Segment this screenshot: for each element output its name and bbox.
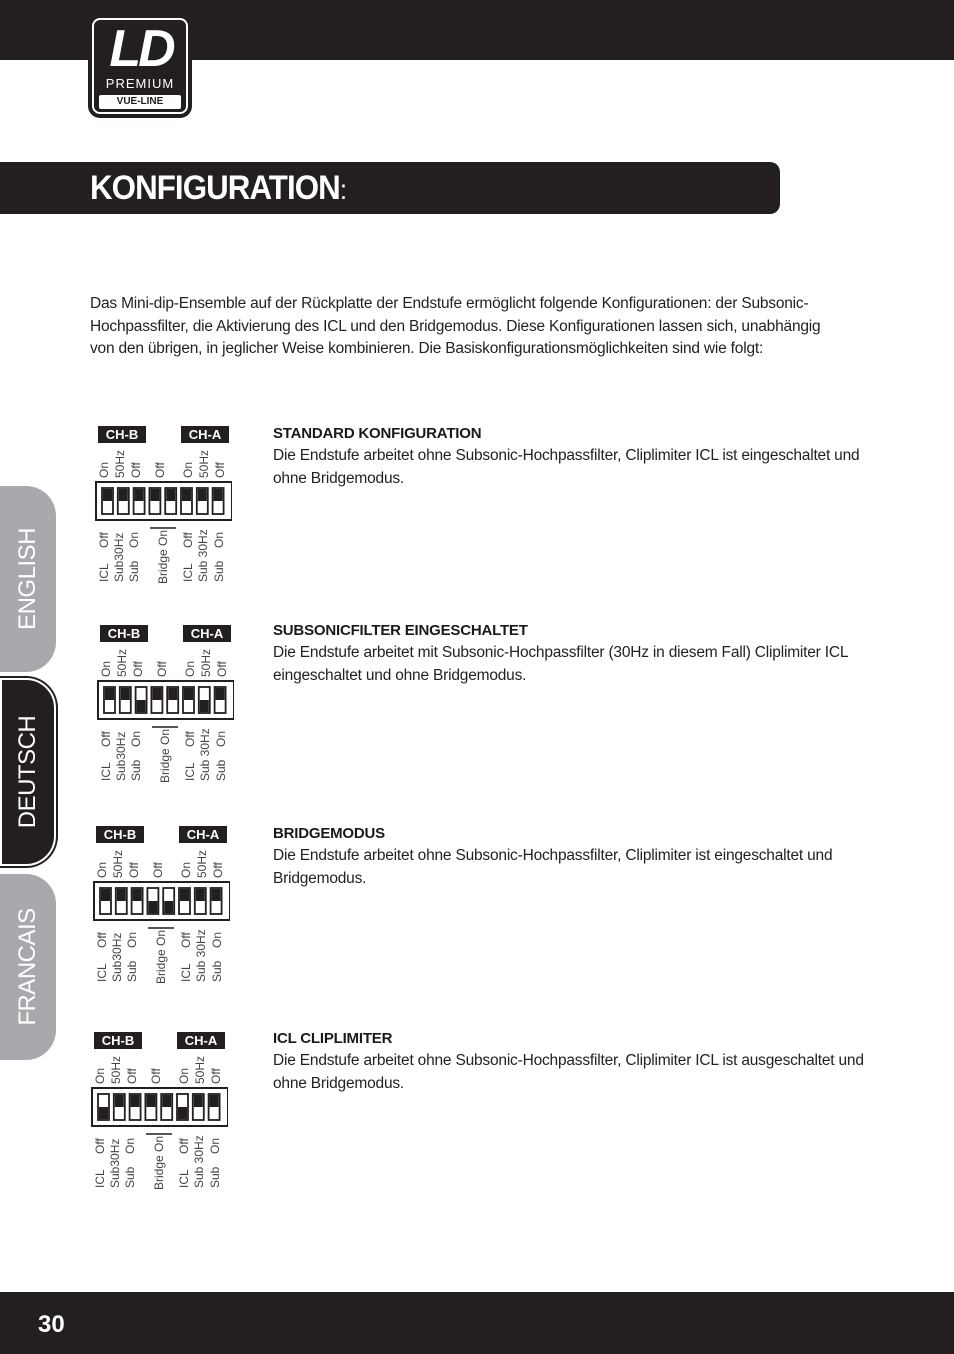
config-heading: ICL CLIPLIMITER [273,1030,393,1047]
dip-housing [98,681,234,719]
dip-top-label: On [97,461,111,478]
dip-bottom-label: On [125,931,139,948]
dip-top-label: 50Hz [197,449,211,478]
intro-paragraph: Das Mini-dip-Ensemble auf der Rückplatte der Endstufe ermöglicht folgende Konfigurationen: der Subsonic-Hochpassfilter, die Aktivierung des ICL und den Bridgemodus. Diese Konfigurationen lassen sich, unabhängig von den übrigen, in jeglicher Weise kombinieren. Die Basiskonfigurationsmöglichkeiten sind wie folgt: [90,295,821,357]
dip-top-label: Off [155,661,169,677]
dip-switch-knob [162,1095,171,1107]
dip-top-label: On [93,1067,107,1084]
dip-top-label: Off [127,862,141,878]
dip-switch-knob [103,489,112,501]
dip-switch-knob [214,489,223,501]
dip-switch-knob [105,688,114,700]
dip-switch-diagram-standard [92,424,232,584]
dip-switch-knob [184,688,193,700]
dip-bottom-label: ICL [99,762,113,781]
dip-bottom-label: Off [183,731,197,747]
config-description: Die Endstufe arbeitet mit Subsonic-Hochpassfilter (30Hz in diesem Fall) Cliplimiter ICL eingeschaltet und ohne Bridgemodus. [273,644,848,684]
dip-top-label: 50Hz [193,1055,207,1084]
dip-bottom-label: Sub [214,759,228,781]
dip-switch-knob [119,489,128,501]
dip-bottom-label: Off [99,731,113,747]
dip-switch-knob [146,1095,155,1107]
ch-b-label: CH-B [105,427,139,442]
logo-premium: PREMIUM [105,76,175,91]
dip-switch-knob [194,1095,203,1107]
dip-switch-knob [121,688,130,700]
config-description: Die Endstufe arbeitet ohne Subsonic-Hochpassfilter, Cliplimiter ICL ist ausgeschaltet und ohne Bridgemodus. [273,1052,864,1092]
dip-bottom-label: Sub [123,1166,137,1188]
ch-a-label: CH-A [190,626,224,641]
dip-bottom-label: On [123,1137,137,1154]
dip-top-label: Off [213,462,227,478]
dip-bottom-label: Off [97,532,111,548]
dip-switch-knob [135,489,144,501]
dip-bottom-label: ICL [93,1169,107,1188]
config-bridge [273,824,873,890]
dip-bottom-label: Off [95,932,109,948]
dip-top-label: 50Hz [195,849,209,878]
dip-top-label: 50Hz [115,648,129,677]
dip-switch-diagram-subsonic [94,623,234,783]
dip-bottom-label: Sub30Hz [108,1138,122,1188]
config-heading: STANDARD KONFIGURATION [273,425,482,442]
dip-housing [92,1088,228,1126]
dip-switch-diagram-bridge [90,824,230,984]
dip-top-label: 50Hz [113,449,127,478]
dip-top-label: 50Hz [109,1055,123,1084]
dip-bottom-label: Bridge On [156,529,170,584]
dip-switch-knob [168,688,177,700]
ch-b-label: CH-B [107,626,141,641]
page-title [90,164,346,212]
ch-a-label: CH-A [186,827,220,842]
dip-top-label: On [179,861,193,878]
dip-bottom-label: Bridge On [154,929,168,984]
ch-a-label: CH-A [184,1033,218,1048]
dip-bottom-label: ICL [97,563,111,582]
page-number: 30 [38,1311,65,1338]
dip-bottom-label: ICL [183,762,197,781]
dip-bottom-label: Sub [127,560,141,582]
dip-bottom-label: Sub30Hz [110,932,124,982]
dip-switch-knob [196,889,205,901]
bottom-bar [0,1292,954,1354]
dip-bottom-label: On [214,730,228,747]
tab-english[interactable] [0,486,56,672]
dip-switch-knob [210,1095,219,1107]
dip-top-label: Off [149,1068,163,1084]
dip-bottom-label: Off [177,1138,191,1154]
dip-top-label: Off [211,862,225,878]
dip-bottom-label: ICL [95,963,109,982]
dip-switch-knob [212,889,221,901]
config-description: Die Endstufe arbeitet ohne Subsonic-Hochpassfilter, Cliplimiter ist eingeschaltet und Bridgemodus. [273,847,833,887]
dip-switch-knob [131,1095,140,1107]
dip-top-label: On [99,660,113,677]
logo-vue-line: VUE-LINE [99,95,181,109]
dip-switch-knob [150,489,159,501]
dip-top-label: On [183,660,197,677]
dip-bottom-label: Sub [129,759,143,781]
dip-top-label: Off [125,1068,139,1084]
dip-bottom-label: Sub [208,1166,222,1188]
dip-switch-knob [166,489,175,501]
dip-bottom-label: ICL [181,563,195,582]
ch-b-label: CH-B [101,1033,135,1048]
dip-switch-knob [164,901,173,913]
config-icl [273,1029,873,1095]
dip-bottom-label: Bridge On [158,728,172,783]
logo-ld: LD [109,20,173,78]
tab-deutsch[interactable] [0,678,56,866]
dip-bottom-label: Bridge On [152,1135,166,1190]
dip-bottom-label: Off [181,532,195,548]
dip-switch-knob [101,889,110,901]
dip-bottom-label: Sub [210,960,224,982]
dip-bottom-label: Off [93,1138,107,1154]
dip-top-label: On [177,1067,191,1084]
dip-bottom-label: ICL [177,1169,191,1188]
dip-top-label: On [95,861,109,878]
dip-housing [96,482,232,520]
dip-top-label: 50Hz [199,648,213,677]
dip-bottom-label: On [127,531,141,548]
dip-bottom-label: On [208,1137,222,1154]
dip-switch-knob [200,700,209,712]
dip-bottom-label: Sub30Hz [112,532,126,582]
dip-top-label: Off [129,462,143,478]
dip-top-label: 50Hz [111,849,125,878]
dip-bottom-label: Sub [125,960,139,982]
dip-bottom-label: Sub [212,560,226,582]
tab-francais-label: FRANCAIS [14,908,41,1026]
dip-switch-knob [137,700,146,712]
dip-switch-knob [148,901,157,913]
dip-bottom-label: On [129,730,143,747]
dip-bottom-label: Sub30Hz [114,731,128,781]
dip-switch-knob [117,889,126,901]
config-heading: BRIDGEMODUS [273,825,385,842]
tab-english-label: ENGLISH [14,528,41,630]
dip-switch-knob [216,688,225,700]
dip-switch-knob [115,1095,124,1107]
dip-bottom-label: On [210,931,224,948]
dip-switch-knob [99,1107,108,1119]
dip-bottom-label: Sub 30Hz [192,1135,206,1188]
dip-switch-knob [133,889,142,901]
dip-bottom-label: Off [179,932,193,948]
config-heading: SUBSONICFILTER EINGESCHALTET [273,622,528,639]
dip-bottom-label: Sub 30Hz [196,529,210,582]
tab-francais[interactable] [0,874,56,1060]
dip-top-label: Off [153,462,167,478]
page-title-colon: : [339,174,347,205]
dip-switch-knob [198,489,207,501]
brand-logo [88,14,192,118]
dip-bottom-label: Sub 30Hz [198,728,212,781]
ch-b-label: CH-B [103,827,137,842]
config-description: Die Endstufe arbeitet ohne Subsonic-Hochpassfilter, Cliplimiter ICL ist eingeschaltet und ohne Bridgemodus. [273,447,860,487]
dip-bottom-label: Sub 30Hz [194,929,208,982]
dip-top-label: Off [151,862,165,878]
dip-housing [94,882,230,920]
dip-top-label: Off [209,1068,223,1084]
dip-bottom-label: ICL [179,963,193,982]
dip-switch-diagram-icl [88,1030,228,1190]
dip-top-label: Off [215,661,229,677]
dip-switch-knob [152,688,161,700]
page-title-text: KONFIGURATION [90,169,340,207]
ch-a-label: CH-A [188,427,222,442]
tab-deutsch-label: DEUTSCH [14,715,41,829]
dip-bottom-label: On [212,531,226,548]
dip-top-label: Off [131,661,145,677]
config-subsonic [273,621,873,687]
dip-top-label: On [181,461,195,478]
config-standard [273,424,873,490]
dip-switch-knob [182,489,191,501]
dip-switch-knob [178,1107,187,1119]
dip-switch-knob [180,889,189,901]
